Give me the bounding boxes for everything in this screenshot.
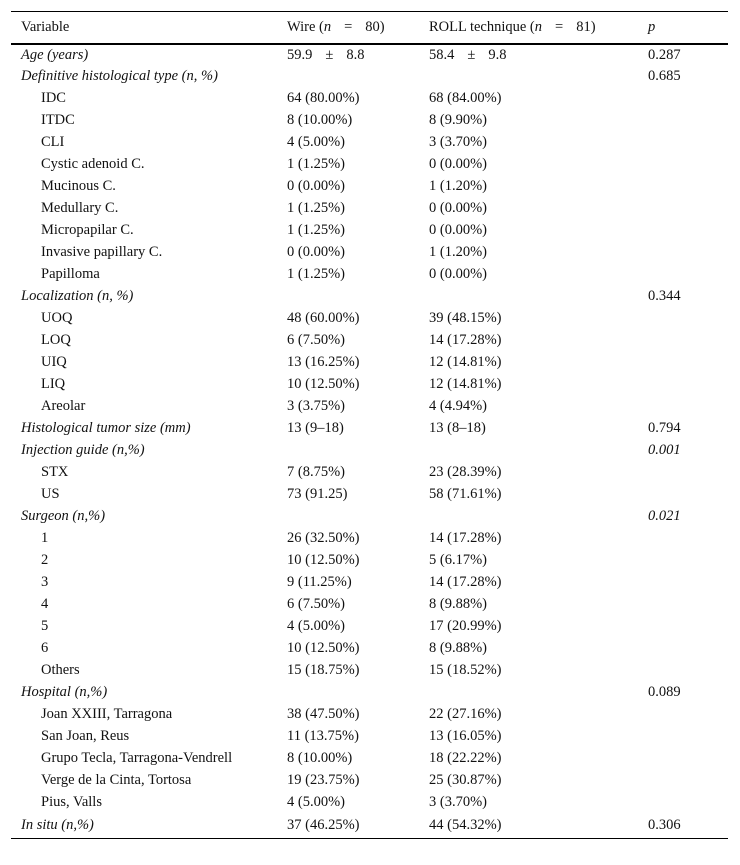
table-row [11,308,728,330]
roll-value: 5 (6.17%) [429,552,487,568]
wire-value [287,286,429,308]
table-row [11,66,728,88]
p-value [648,550,728,572]
row-label: Hospital (n,%) [21,684,108,700]
roll-value: 1 (1.20%) [429,244,487,260]
wire-value: 1 (1.25%) [287,266,345,282]
p-value [648,330,728,352]
table-row [11,88,728,110]
wire-value: 11 (13.75%) [287,728,359,744]
p-value [648,396,728,418]
wire-value: 10 (12.50%) [287,552,360,568]
table-row [11,462,728,484]
header-variable: Variable [11,12,287,44]
wire-value: 4 (5.00%) [287,134,345,150]
row-label: Pius, Valls [41,794,102,810]
roll-value: 12 (14.81%) [429,354,502,370]
table-row [11,770,728,792]
roll-value: 8 (9.88%) [429,640,487,656]
wire-value: 8 (10.00%) [287,750,353,766]
row-label: Definitive histological type (n, %) [21,68,218,84]
p-value [648,176,728,198]
table-row [11,198,728,220]
p-value [648,198,728,220]
table-row [11,594,728,616]
table-row [11,330,728,352]
table-row [11,132,728,154]
roll-value: 68 (84.00%) [429,90,502,106]
table-row [11,528,728,550]
wire-value: 38 (47.50%) [287,706,360,722]
p-value [648,792,728,814]
header-wire [287,12,429,44]
table-row [11,110,728,132]
roll-value: 0 (0.00%) [429,156,487,172]
roll-age-pm: ± [467,46,476,63]
wire-age-sd: 8.8 [346,46,365,63]
wire-value: 0 (0.00%) [287,244,345,260]
roll-value: 3 (3.70%) [429,794,487,810]
table-row [11,374,728,396]
p-value [648,638,728,660]
roll-value: 0 (0.00%) [429,266,487,282]
table-body [11,44,728,839]
roll-value [429,440,648,462]
p-value [648,352,728,374]
wire-value [287,440,429,462]
wire-value [287,682,429,704]
p-value [648,704,728,726]
roll-value: 3 (3.70%) [429,134,487,150]
wire-value: 13 (16.25%) [287,354,360,370]
row-label: Areolar [41,398,86,414]
p-value [648,484,728,506]
table-row [11,154,728,176]
wire-value: 10 (12.50%) [287,640,360,656]
roll-value [429,44,648,66]
row-label: Joan XXIII, Tarragona [41,706,173,722]
p-value [648,528,728,550]
wire-value: 26 (32.50%) [287,530,360,546]
wire-value: 0 (0.00%) [287,178,345,194]
row-label: 1 [41,530,49,546]
row-label: Others [41,662,80,678]
roll-value [429,66,648,88]
p-value [648,660,728,682]
table-row [11,616,728,638]
p-value [648,770,728,792]
table-row [11,484,728,506]
wire-value: 7 (8.75%) [287,464,345,480]
table-row [11,704,728,726]
row-label: Grupo Tecla, Tarragona-Vendrell [41,750,233,766]
table-row [11,682,728,704]
row-label: Verge de la Cinta, Tortosa [41,772,192,788]
roll-value: 18 (22.22%) [429,750,502,766]
row-label: 4 [41,596,49,612]
header-roll-count: 81) [576,18,596,35]
table-row [11,396,728,418]
roll-age-mean: 58.4 [429,46,455,63]
wire-value: 64 (80.00%) [287,90,360,106]
table-row [11,550,728,572]
wire-value: 19 (23.75%) [287,772,360,788]
p-value [648,374,728,396]
p-value [648,462,728,484]
row-label: UOQ [41,310,73,326]
roll-value: 13 (8–18) [429,420,486,436]
table-row [11,506,728,528]
roll-value: 22 (27.16%) [429,706,502,722]
p-value [648,726,728,748]
roll-value: 0 (0.00%) [429,222,487,238]
row-label: Medullary C. [41,200,119,216]
roll-value: 14 (17.28%) [429,574,502,590]
header-roll-n: n [534,18,543,35]
table-row [11,286,728,308]
wire-value: 1 (1.25%) [287,222,345,238]
p-value: 0.287 [648,46,681,63]
table-row [11,792,728,814]
row-label: Mucinous C. [41,178,116,194]
wire-value: 48 (60.00%) [287,310,360,326]
roll-value: 13 (16.05%) [429,728,502,744]
header-wire-n: n [323,18,332,35]
wire-value: 15 (18.75%) [287,662,360,678]
table-row [11,440,728,462]
roll-value: 25 (30.87%) [429,772,502,788]
row-label: Invasive papillary C. [41,244,163,260]
p-value [648,220,728,242]
p-value: 0.685 [648,68,681,84]
table-row [11,638,728,660]
p-value: 0.021 [648,508,681,524]
row-label: STX [41,464,69,480]
roll-value: 39 (48.15%) [429,310,502,326]
header-wire-eq: = [344,18,353,35]
row-label: Micropapilar C. [41,222,134,238]
row-label: 2 [41,552,49,568]
p-value [648,110,728,132]
table-row [11,264,728,286]
table-row [11,242,728,264]
row-label: Histological tumor size (mm) [21,420,191,436]
p-value [648,264,728,286]
p-value [648,572,728,594]
row-label: Injection guide (n,%) [21,442,145,458]
p-value [648,242,728,264]
p-value [648,88,728,110]
roll-value: 14 (17.28%) [429,332,502,348]
header-roll [429,12,648,44]
table-header [11,12,728,44]
table-row [11,418,728,440]
table-row [11,726,728,748]
table-row [11,814,728,839]
wire-value: 37 (46.25%) [287,814,429,839]
p-value: 0.344 [648,288,681,304]
row-label: Age (years) [21,46,89,63]
p-value: 0.089 [648,684,681,700]
wire-value: 4 (5.00%) [287,618,345,634]
roll-value: 15 (18.52%) [429,662,502,678]
row-label: Localization (n, %) [21,288,134,304]
table-row [11,220,728,242]
row-label: 3 [41,574,49,590]
roll-value [429,506,648,528]
roll-value: 0 (0.00%) [429,200,487,216]
roll-value: 8 (9.88%) [429,596,487,612]
row-label: 6 [41,640,49,656]
p-value: 0.306 [648,814,728,839]
wire-value: 1 (1.25%) [287,200,345,216]
row-label: Surgeon (n,%) [21,508,106,524]
roll-age-sd: 9.8 [488,46,507,63]
row-label: Cystic adenoid C. [41,156,145,172]
comparison-table [11,11,728,839]
table-row [11,176,728,198]
p-value [648,748,728,770]
row-label: IDC [41,90,66,106]
wire-value: 10 (12.50%) [287,376,360,392]
roll-value [429,286,648,308]
roll-value: 4 (4.94%) [429,398,487,414]
header-roll-eq: = [555,18,564,35]
table-row [11,44,728,66]
wire-value: 8 (10.00%) [287,112,353,128]
roll-value [429,682,648,704]
row-label: San Joan, Reus [41,728,130,744]
roll-value: 23 (28.39%) [429,464,502,480]
table-row [11,660,728,682]
table-row [11,352,728,374]
p-value [648,132,728,154]
header-row [11,12,728,44]
row-label: UIQ [41,354,67,370]
row-label: In situ (n,%) [11,814,287,839]
p-value [648,308,728,330]
roll-value: 58 (71.61%) [429,486,502,502]
table-row [11,748,728,770]
roll-value: 14 (17.28%) [429,530,502,546]
wire-value: 3 (3.75%) [287,398,345,414]
header-wire-prefix: Wire ( [287,18,324,35]
p-value [648,154,728,176]
wire-value: 6 (7.50%) [287,332,345,348]
header-wire-count: 80) [365,18,385,35]
roll-value: 17 (20.99%) [429,618,502,634]
wire-value: 4 (5.00%) [287,794,345,810]
roll-value: 8 (9.90%) [429,112,487,128]
wire-value [287,44,429,66]
row-label: 5 [41,618,49,634]
p-value: 0.001 [648,442,681,458]
wire-age-mean: 59.9 [287,46,313,63]
p-value: 0.794 [648,420,681,436]
wire-value [287,506,429,528]
row-label: ITDC [41,112,75,128]
header-p: p [648,12,728,44]
row-label: Papilloma [41,266,100,282]
p-value [648,616,728,638]
row-label: LIQ [41,376,66,392]
wire-value: 73 (91.25) [287,486,348,502]
wire-value: 13 (9–18) [287,420,344,436]
roll-value: 44 (54.32%) [429,814,648,839]
wire-value [287,66,429,88]
wire-age-pm: ± [325,46,334,63]
roll-value: 1 (1.20%) [429,178,487,194]
roll-value: 12 (14.81%) [429,376,502,392]
row-label: CLI [41,134,65,150]
wire-value: 9 (11.25%) [287,574,352,590]
wire-value: 1 (1.25%) [287,156,345,172]
p-value [648,594,728,616]
wire-value: 6 (7.50%) [287,596,345,612]
row-label: LOQ [41,332,71,348]
header-roll-prefix: ROLL technique ( [429,18,535,35]
table-row [11,572,728,594]
row-label: US [41,486,60,502]
